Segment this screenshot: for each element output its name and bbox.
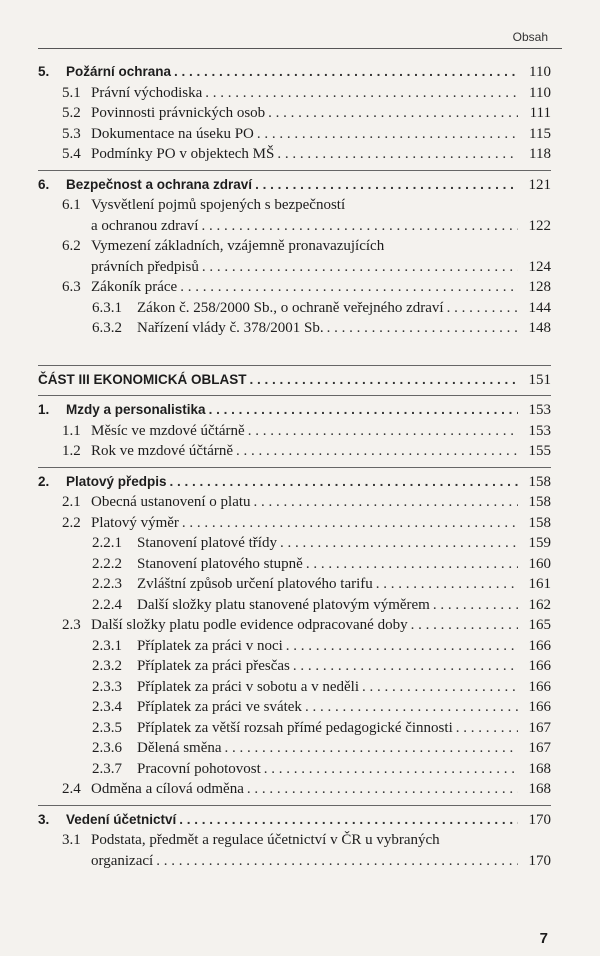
- table-of-contents: [38, 62, 551, 871]
- leader-dots: [209, 400, 518, 421]
- toc-title: Platový předpis: [66, 473, 167, 489]
- toc-entry-3[interactable]: [38, 810, 551, 831]
- toc-entry-5[interactable]: [38, 62, 551, 83]
- leader-dots: [236, 441, 518, 462]
- toc-page: 166: [528, 678, 551, 695]
- leader-dots: [179, 810, 518, 831]
- toc-number: 1.: [38, 402, 50, 417]
- toc-page: 110: [529, 64, 551, 80]
- toc-number: 2.: [38, 473, 50, 489]
- toc-entry-2-4[interactable]: [38, 779, 551, 800]
- toc-page: 166: [528, 699, 551, 715]
- section-divider: [38, 467, 551, 468]
- toc-entry-5-3[interactable]: [38, 124, 551, 145]
- toc-entry-1-1[interactable]: [38, 421, 551, 442]
- toc-page: 110: [529, 84, 551, 101]
- toc-entry-6-2[interactable]: [38, 236, 551, 257]
- toc-number: 3.: [38, 811, 50, 827]
- toc-page: 160: [528, 555, 551, 572]
- toc-number: 6.1: [62, 197, 81, 213]
- toc-entry-part-3[interactable]: [38, 370, 551, 391]
- leader-dots: [201, 216, 518, 237]
- toc-number: 6.3.1: [92, 299, 122, 316]
- toc-entry-3-1[interactable]: [38, 830, 551, 851]
- toc-title: Vysvětlení pojmů spojených s bezpečností: [91, 197, 346, 213]
- toc-number: 2.2.4: [92, 596, 122, 613]
- toc-page: 161: [528, 576, 551, 592]
- toc-page: 158: [528, 473, 551, 490]
- toc-title: Bezpečnost a ochrana zdraví: [66, 176, 253, 192]
- toc-page: 122: [528, 217, 551, 234]
- toc-entry-2-3-5[interactable]: [38, 718, 551, 739]
- leader-dots: [280, 533, 518, 554]
- toc-title: Příplatek za práci přesčas: [137, 658, 290, 674]
- toc-number: 2.3.5: [92, 719, 122, 736]
- toc-entry-2-3[interactable]: [38, 615, 551, 636]
- toc-entry-2-2[interactable]: [38, 513, 551, 534]
- toc-title-continued: a ochranou zdraví: [91, 217, 199, 234]
- toc-title: Povinnosti právnických osob: [91, 105, 266, 121]
- toc-number: 2.2.2: [92, 555, 122, 572]
- toc-number: 5.2: [62, 105, 81, 121]
- toc-number: 6.: [38, 176, 50, 192]
- leader-dots: [257, 124, 518, 145]
- toc-number: 5.4: [62, 146, 81, 162]
- toc-page: 170: [528, 811, 551, 828]
- toc-entry-2-2-3[interactable]: [38, 574, 551, 595]
- toc-entry-5-1[interactable]: [38, 83, 551, 104]
- leader-dots: [254, 492, 518, 513]
- section-divider: [38, 395, 551, 396]
- toc-number: 2.3.2: [92, 658, 122, 674]
- toc-page: 159: [528, 535, 551, 551]
- toc-number: 5.3: [62, 125, 81, 142]
- toc-title: Stanovení platového stupně: [137, 555, 303, 572]
- toc-title: Měsíc ve mzdové účtárně: [91, 422, 245, 439]
- leader-dots: [376, 574, 518, 595]
- leader-dots: [182, 513, 518, 534]
- toc-title: Nařízení vlády č. 378/2001 Sb.: [137, 320, 324, 336]
- toc-entry-2-3-2[interactable]: [38, 656, 551, 677]
- toc-number: 2.3.3: [92, 678, 122, 695]
- toc-title: Zvláštní způsob určení platového tarifu: [137, 576, 373, 592]
- leader-dots: [277, 144, 518, 165]
- toc-number: 1.1: [62, 422, 81, 439]
- toc-page: 153: [528, 402, 551, 418]
- toc-entry-1[interactable]: [38, 400, 551, 421]
- toc-entry-6-3-1[interactable]: [38, 298, 551, 319]
- leader-dots: [362, 677, 518, 698]
- toc-number: 1.2: [62, 443, 81, 459]
- toc-title: Požární ochrana: [66, 64, 172, 79]
- toc-part-title: ČÁST III EKONOMICKÁ OBLAST: [38, 371, 247, 387]
- toc-page: 158: [528, 514, 551, 531]
- toc-entry-2-1[interactable]: [38, 492, 551, 513]
- leader-dots: [255, 175, 518, 196]
- toc-title: Mzdy a personalistika: [66, 402, 206, 417]
- toc-page: 128: [528, 279, 551, 295]
- leader-dots: [264, 759, 518, 780]
- leader-dots: [305, 697, 518, 718]
- toc-entry-2-2-1[interactable]: [38, 533, 551, 554]
- leader-dots: [170, 472, 518, 493]
- leader-dots: [411, 615, 518, 636]
- toc-number: 2.2.1: [92, 535, 122, 551]
- toc-title: Příplatek za práci v sobotu a v neděli: [137, 678, 360, 695]
- toc-page: 151: [528, 371, 551, 388]
- toc-title: Rok ve mzdové účtárně: [91, 443, 234, 459]
- toc-page: 166: [528, 658, 551, 674]
- toc-entry-2[interactable]: [38, 472, 551, 493]
- toc-title-continued: organizací: [91, 852, 154, 869]
- header-rule: [38, 48, 562, 49]
- leader-dots: [248, 421, 518, 442]
- toc-page: 124: [528, 258, 551, 275]
- section-divider: [38, 170, 551, 171]
- toc-number: 2.3: [62, 617, 81, 633]
- toc-entry-2-3-4[interactable]: [38, 697, 551, 718]
- leader-dots: [156, 851, 518, 872]
- toc-page: 155: [528, 443, 551, 459]
- toc-entry-2-2-2[interactable]: [38, 554, 551, 575]
- leader-dots: [205, 83, 518, 104]
- toc-page: 168: [528, 781, 551, 797]
- running-head: Obsah: [512, 30, 548, 44]
- toc-number: 2.4: [62, 781, 81, 797]
- toc-title: Příplatek za práci v noci: [137, 637, 283, 654]
- toc-title: Stanovení platové třídy: [137, 535, 277, 551]
- toc-entry-2-3-7[interactable]: [38, 759, 551, 780]
- toc-title: Platový výměr: [91, 514, 179, 531]
- toc-number: 2.2.3: [92, 576, 122, 592]
- toc-page: 121: [528, 176, 551, 193]
- leader-dots: [180, 277, 518, 298]
- toc-entry-6-2-cont[interactable]: [38, 257, 551, 278]
- toc-title: Vedení účetnictví: [66, 811, 177, 827]
- toc-entry-6-3-2[interactable]: [38, 318, 551, 339]
- toc-entry-5-4[interactable]: [38, 144, 551, 165]
- toc-page: 144: [528, 299, 551, 316]
- leader-dots: [293, 656, 518, 677]
- toc-title: Dokumentace na úseku PO: [91, 125, 254, 142]
- toc-title: Další složky platu stanovené platovým výměrem: [137, 596, 430, 613]
- toc-page: 165: [528, 617, 551, 633]
- leader-dots: [202, 257, 518, 278]
- toc-number: 5.1: [62, 84, 81, 101]
- toc-title: Vymezení základních, vzájemně pronavazujících: [91, 238, 385, 254]
- toc-page: 153: [528, 422, 551, 439]
- toc-number: 2.3.7: [92, 760, 122, 777]
- toc-page: 162: [528, 596, 551, 613]
- leader-dots: [447, 298, 518, 319]
- toc-entry-6[interactable]: [38, 175, 551, 196]
- toc-entry-6-1-cont[interactable]: [38, 216, 551, 237]
- toc-page: 170: [528, 852, 551, 869]
- toc-entry-3-1-cont[interactable]: [38, 851, 551, 872]
- toc-number: 2.3.4: [92, 699, 122, 715]
- toc-entry-6-3[interactable]: [38, 277, 551, 298]
- toc-title: Příplatek za větší rozsah přímé pedagogické činnosti: [137, 719, 453, 736]
- leader-dots: [225, 738, 518, 759]
- toc-title-continued: právních předpisů: [91, 258, 199, 275]
- toc-page: 111: [529, 105, 551, 121]
- leader-dots: [306, 554, 518, 575]
- page-number: 7: [539, 930, 548, 947]
- toc-number: 5.: [38, 64, 50, 79]
- toc-title: Podmínky PO v objektech MŠ: [91, 146, 275, 162]
- toc-page: 115: [529, 125, 551, 142]
- leader-dots: [250, 370, 519, 391]
- toc-title: Právní východiska: [91, 84, 203, 101]
- toc-title: Další složky platu podle evidence odpracované doby: [91, 617, 408, 633]
- toc-title: Pracovní pohotovost: [137, 760, 261, 777]
- toc-number: 6.3: [62, 279, 81, 295]
- leader-dots: [268, 103, 518, 124]
- toc-number: 2.2: [62, 514, 81, 531]
- toc-page: 168: [528, 760, 551, 777]
- toc-number: 6.2: [62, 238, 81, 254]
- toc-number: 2.3.1: [92, 637, 122, 654]
- section-divider: [38, 365, 551, 366]
- toc-page: 118: [529, 146, 551, 162]
- toc-page: 167: [528, 740, 551, 756]
- toc-title: Zákoník práce: [91, 279, 178, 295]
- leader-dots: [286, 636, 518, 657]
- toc-page: 148: [528, 320, 551, 336]
- toc-number: 2.3.6: [92, 740, 122, 756]
- toc-entry-2-2-4[interactable]: [38, 595, 551, 616]
- toc-entry-5-2[interactable]: [38, 103, 551, 124]
- toc-page: 166: [528, 637, 551, 654]
- toc-title: Dělená směna: [137, 740, 222, 756]
- toc-number: 6.3.2: [92, 320, 122, 336]
- leader-dots: [456, 718, 518, 739]
- leader-dots: [327, 318, 518, 339]
- toc-entry-1-2[interactable]: [38, 441, 551, 462]
- toc-title: Odměna a cílová odměna: [91, 781, 244, 797]
- leader-dots: [247, 779, 518, 800]
- toc-page: 167: [528, 719, 551, 736]
- toc-number: 3.1: [62, 832, 81, 848]
- leader-dots: [174, 62, 518, 83]
- section-divider: [38, 805, 551, 806]
- toc-entry-2-3-1[interactable]: [38, 636, 551, 657]
- toc-title: Zákon č. 258/2000 Sb., o ochraně veřejného zdraví: [137, 299, 444, 316]
- toc-entry-2-3-6[interactable]: [38, 738, 551, 759]
- toc-entry-2-3-3[interactable]: [38, 677, 551, 698]
- toc-page: 158: [528, 494, 551, 510]
- toc-title: Podstata, předmět a regulace účetnictví v ČR u vybraných: [91, 832, 440, 848]
- toc-number: 2.1: [62, 494, 81, 510]
- toc-title: Příplatek za práci ve svátek: [137, 699, 302, 715]
- toc-entry-6-1[interactable]: [38, 195, 551, 216]
- toc-title: Obecná ustanovení o platu: [91, 494, 251, 510]
- leader-dots: [433, 595, 518, 616]
